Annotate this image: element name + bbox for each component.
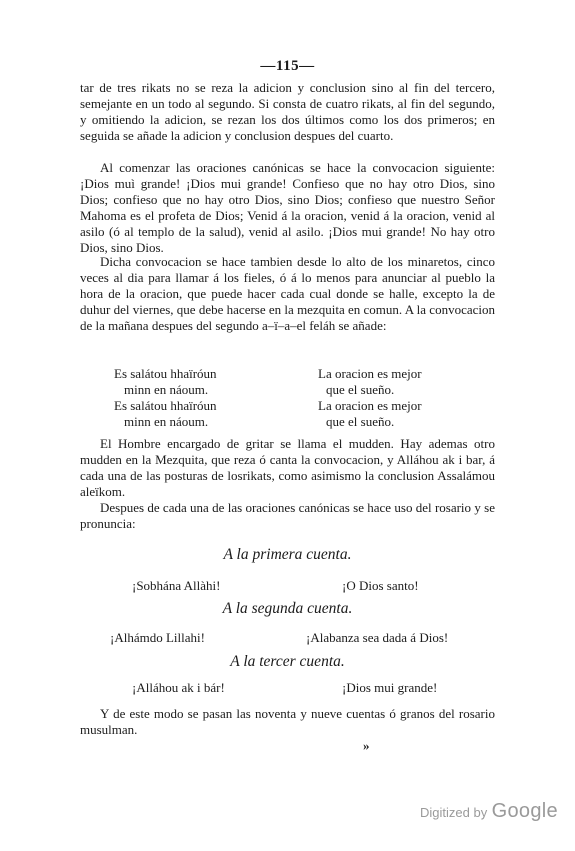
count-heading-2: A la segunda cuenta. [222, 600, 353, 617]
paragraph-6 [80, 706, 495, 738]
watermark-prefix: Digitized by [420, 805, 488, 820]
paragraph-2-text: Al comenzar las oraciones canónicas se hace la convocacion siguiente: ¡Dios muì grande! ¡Dios mui grande! Confieso que no hay otro Dios, sino Dios; confieso que no hay otro Dios, sino Dios; confieso que nuestro Señor Mahoma es el profeta de Dios; Venid á la oracion, venid á la oracion, venid al asilo (ó al templo de la salud), venid al asilo. ¡Dios mui grande! No hay otro Dios, sino Dios. [80, 160, 495, 256]
paragraph-1 [80, 80, 495, 144]
count-3-spanish: ¡Dios mui grande! [342, 680, 438, 695]
call-verse [114, 366, 454, 430]
paragraph-1-text: tar de tres rikats no se reza la adicion y conclusion sino al fin del tercero, semejante en un todo al segundo. Si consta de cuatro rikats, al fin del segundo, y omitiendo la adicion, se rezan los dos últimos como los dos primeros; en seguida se añade la adicion y conclusion despues del cuarto. [80, 80, 495, 144]
verse-spanish: que el sueño. [326, 414, 395, 429]
verse-line [114, 398, 454, 414]
count-1-arabic: ¡Sobhána Allàhi! [132, 578, 221, 593]
count-2-spanish: ¡Alabanza sea dada á Dios! [306, 630, 449, 645]
verse-line [114, 382, 454, 398]
verse-arabic: minn en náoum. [124, 382, 209, 397]
catchword: » [363, 738, 370, 753]
paragraph-5 [80, 500, 495, 532]
verse-line [114, 366, 454, 382]
count-1-spanish: ¡O Dios santo! [342, 578, 419, 593]
paragraph-3-text: Dicha convocacion se hace tambien desde lo alto de los minaretos, cinco veces al dia para llamar á los fieles, ó á lo menos para anunciar al pueblo la hora de la oracion, que puede hacer cada cual donde se halle, excepto la de duhur del viernes, que debe hacerse en la mezquita en comun. A la convocacion de la mañana despues del segundo a–ï–a–el feláh se añade: [80, 254, 495, 334]
paragraph-2 [80, 160, 495, 257]
verse-arabic: minn en náoum. [124, 414, 209, 429]
verse-arabic: Es salátou hhaïróun [114, 398, 217, 413]
count-heading-3: A la tercer cuenta. [230, 653, 345, 670]
verse-arabic: Es salátou hhaïróun [114, 366, 217, 381]
verse-spanish: La oracion es mejor [318, 398, 422, 413]
google-logo: Google [491, 800, 558, 822]
paragraph-4-text: El Hombre encargado de gritar se llama el mudden. Hay ademas otro mudden en la Mezquita, que reza ó canta la convocacion, y Alláhou ak i bar, á cada una de las posturas de losrikats, como asimismo la conclusion Assalámou aleïkom. [80, 436, 495, 500]
count-3-arabic: ¡Alláhou ak i bár! [132, 680, 225, 695]
digitized-watermark [420, 800, 558, 823]
verse-spanish: que el sueño. [326, 382, 395, 397]
verse-spanish: La oracion es mejor [318, 366, 422, 381]
paragraph-6-text: Y de este modo se pasan las noventa y nueve cuentas ó granos del rosario musulman. [80, 706, 495, 738]
count-heading-1: A la primera cuenta. [223, 546, 352, 563]
count-2-arabic: ¡Alhámdo Lillahi! [110, 630, 205, 645]
paragraph-4 [80, 436, 495, 500]
verse-line [114, 414, 454, 430]
paragraph-3 [80, 254, 495, 334]
page-number: —115— [260, 58, 315, 74]
paragraph-5-text: Despues de cada una de las oraciones canónicas se hace uso del rosario y se pronuncia: [80, 500, 495, 532]
